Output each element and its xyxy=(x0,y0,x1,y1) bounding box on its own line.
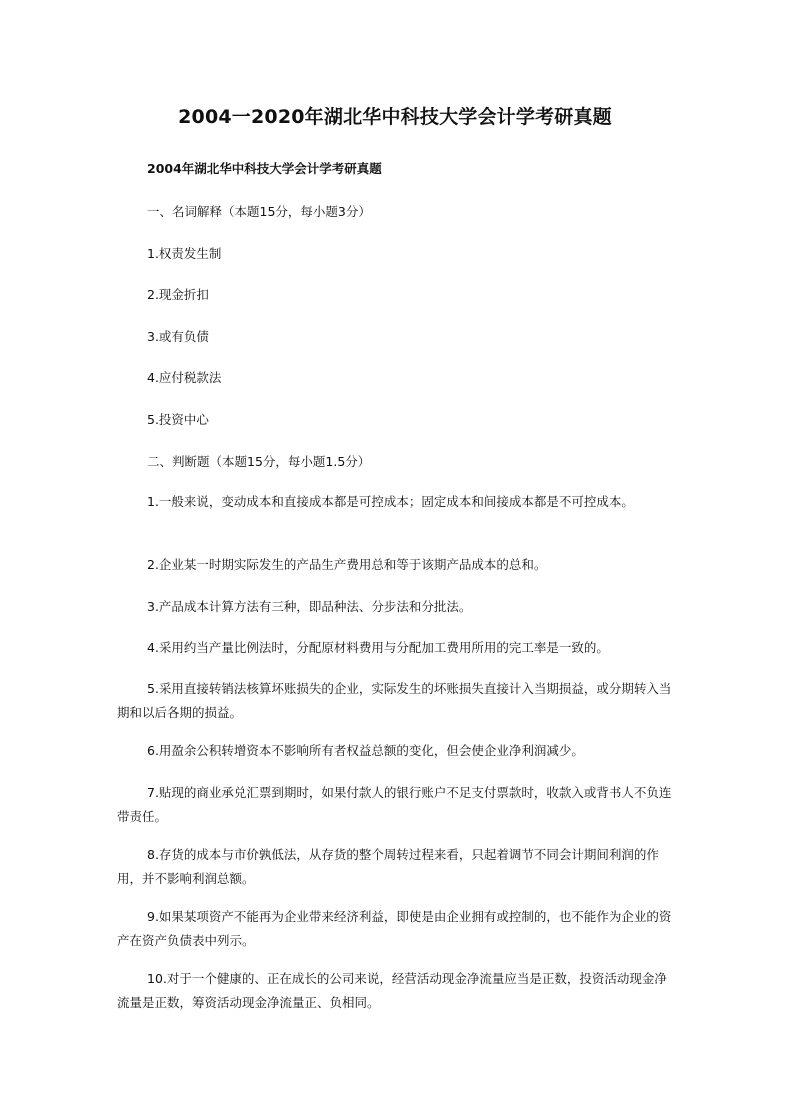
judgment-item: 9.如果某项资产不能再为企业带来经济利益，即使是由企业拥有或控制的，也不能作为企业的资产在资产负债表中列示。 xyxy=(117,909,672,948)
judgment-item: 1.一般来说，变动成本和直接成本都是可控成本；固定成本和间接成本都是不可控成本。 xyxy=(147,494,634,509)
judgment-item: 10.对于一个健康的、正在成长的公司来说，经营活动现金净流量应当是正数，投资活动现金净流量是正数，筹资活动现金净流量正、负相同。 xyxy=(117,971,667,1010)
judgment-item: 3.产品成本计算方法有三种，即品种法、分步法和分批法。 xyxy=(147,599,472,614)
judgment-item: 5.采用直接转销法核算坏账损失的企业，实际发生的坏账损失直接计入当期损益，或分期转入当期和以后各期的损益。 xyxy=(117,681,672,720)
document-title: 2004一2020年湖北华中科技大学会计学考研真题 xyxy=(178,106,612,128)
judgment-item: 8.存货的成本与市价孰低法，从存货的整个周转过程来看，只起着调节不同会计期间利润的作用，并不影响利润总额。 xyxy=(117,847,659,886)
term-item: 5.投资中心 xyxy=(147,412,209,427)
section-1-heading: 一、名词解释（本题15分，每小题3分） xyxy=(147,204,371,219)
term-item: 3.或有负债 xyxy=(147,329,209,344)
term-item: 4.应付税款法 xyxy=(147,370,222,385)
judgment-item: 6.用盈余公积转增资本不影响所有者权益总额的变化，但会使企业净利润减少。 xyxy=(147,743,584,758)
term-item: 1.权责发生制 xyxy=(147,246,222,261)
term-item: 2.现金折扣 xyxy=(147,287,209,302)
section-2-heading: 二、判断题（本题15分，每小题1.5分） xyxy=(147,454,371,469)
judgment-item: 2.企业某一时期实际发生的产品生产费用总和等于该期产品成本的总和。 xyxy=(147,557,547,572)
exam-year-heading: 2004年湖北华中科技大学会计学考研真题 xyxy=(147,161,382,176)
judgment-item: 4.采用约当产量比例法时，分配原材料费用与分配加工费用所用的完工率是一致的。 xyxy=(147,640,609,655)
judgment-item: 7.贴现的商业承兑汇票到期时，如果付款人的银行账户不足支付票款时，收款入或背书人不负连带责任。 xyxy=(117,785,672,824)
